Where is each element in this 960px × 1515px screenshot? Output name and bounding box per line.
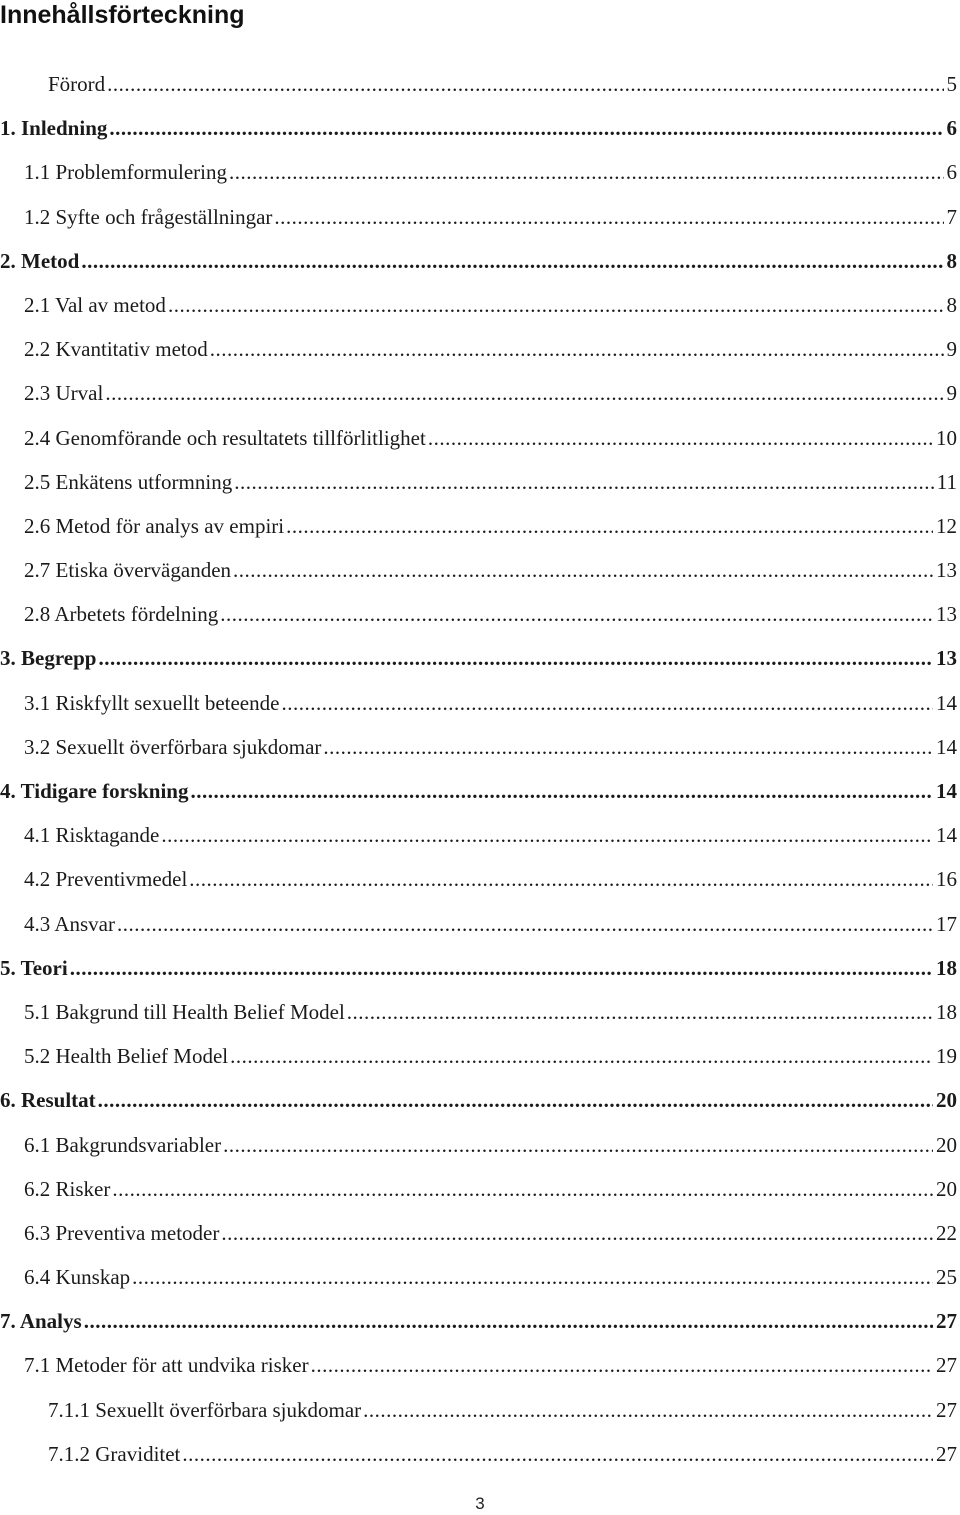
toc-entry-page: 13	[936, 646, 957, 671]
toc-entry[interactable]	[0, 769, 957, 813]
toc-entry-label: 2.2 Kvantitativ metod	[24, 337, 208, 362]
dot-leader	[168, 283, 944, 327]
toc-entry-page: 8	[946, 292, 957, 317]
toc-entry-label: 4.3 Ansvar	[24, 911, 115, 936]
toc-entry-label: 4.1 Risktagande	[24, 823, 160, 848]
dot-leader	[286, 504, 933, 548]
toc-entry-page: 5	[946, 72, 957, 96]
toc-entry-page: 20	[936, 1088, 957, 1113]
toc-entry[interactable]	[0, 1299, 957, 1343]
toc-entry-page: 16	[936, 867, 957, 892]
toc-entry[interactable]	[0, 1432, 957, 1476]
dot-leader	[428, 416, 933, 460]
toc-entry-label: 4.2 Preventivmedel	[24, 867, 188, 892]
dot-leader	[347, 990, 933, 1034]
dot-leader	[190, 769, 933, 813]
toc-entry[interactable]	[0, 1255, 957, 1299]
toc-entry-label: 6.4 Kunskap	[24, 1265, 131, 1290]
dot-leader	[234, 460, 934, 504]
dot-leader	[161, 813, 933, 857]
toc-entry-page: 27	[936, 1397, 957, 1422]
toc-entry-label: 2.3 Urval	[24, 381, 104, 406]
toc-entry-label: 7. Analys	[0, 1309, 82, 1334]
toc-entry[interactable]	[0, 681, 957, 725]
toc-entry[interactable]	[0, 857, 957, 901]
toc-entry[interactable]	[0, 946, 957, 990]
toc-entry-label: 6. Resultat	[0, 1088, 96, 1113]
toc-entry[interactable]	[0, 239, 957, 283]
dot-leader	[311, 1343, 933, 1387]
dot-leader	[132, 1255, 933, 1299]
toc-entry[interactable]	[0, 1078, 957, 1122]
toc-entry-page: 18	[936, 999, 957, 1024]
toc-entry-page: 12	[936, 513, 957, 538]
toc-entry[interactable]	[0, 195, 957, 239]
toc-entry-page: 14	[936, 734, 957, 759]
toc-entry-page: 10	[936, 425, 957, 450]
toc-entry-label: 2.6 Metod för analys av empiri	[24, 513, 285, 538]
toc-entry-label: 2.1 Val av metod	[24, 292, 166, 317]
toc-entry-label: 3.1 Riskfyllt sexuellt beteende	[24, 690, 280, 715]
toc-entry-label: 6.3 Preventiva metoder	[24, 1220, 220, 1245]
dot-leader	[105, 371, 943, 415]
toc-entry-label: 2.5 Enkätens utformning	[24, 469, 233, 494]
toc-entry-page: 14	[936, 779, 957, 803]
dot-leader	[229, 150, 944, 194]
toc-entry-label: 4. Tidigare forskning	[0, 779, 189, 803]
toc-entry-page: 14	[936, 690, 957, 715]
dot-leader	[223, 1123, 933, 1167]
toc-entry[interactable]	[0, 592, 957, 636]
toc-entry-page: 8	[946, 248, 957, 273]
toc-entry-label: 7.1.2 Graviditet	[48, 1441, 181, 1466]
toc-entry[interactable]	[0, 106, 957, 150]
toc-entry[interactable]	[0, 902, 957, 946]
dot-leader	[84, 1299, 933, 1343]
toc-entry[interactable]	[0, 725, 957, 769]
dot-leader	[107, 62, 943, 106]
toc-entry-label: 2.4 Genomförande och resultatets tillförlitlighet	[24, 425, 426, 450]
toc-entry-page: 7	[946, 204, 957, 229]
toc-entry-page: 22	[936, 1220, 957, 1245]
dot-leader	[363, 1388, 933, 1432]
toc-entry[interactable]	[0, 1167, 957, 1211]
toc-entry-label: 1. Inledning	[0, 116, 108, 141]
toc-entry[interactable]	[0, 1211, 957, 1255]
dot-leader	[281, 681, 933, 725]
toc-entry[interactable]	[0, 327, 957, 371]
dot-leader	[220, 592, 933, 636]
toc-entry[interactable]	[0, 150, 957, 194]
page-title: Innehållsförteckning	[0, 1, 245, 29]
toc-entry-page: 13	[936, 558, 957, 583]
toc-entry[interactable]	[0, 460, 957, 504]
dot-leader	[221, 1211, 933, 1255]
toc-entry-page: 9	[946, 381, 957, 406]
toc-entry[interactable]	[0, 283, 957, 327]
toc-entry-label: 1.1 Problemformulering	[24, 160, 227, 185]
toc-entry[interactable]	[0, 416, 957, 460]
dot-leader	[210, 327, 944, 371]
toc-entry-page: 17	[936, 911, 957, 936]
toc-entry-label: 1.2 Syfte och frågeställningar	[24, 204, 273, 229]
toc-entry-label: 5.1 Bakgrund till Health Belief Model	[24, 999, 345, 1024]
toc-entry-label: 7.1.1 Sexuellt överförbara sjukdomar	[48, 1397, 362, 1422]
dot-leader	[98, 636, 933, 680]
toc-entry[interactable]	[0, 1343, 957, 1387]
toc-entry-label: 5. Teori	[0, 955, 68, 980]
toc-entry[interactable]	[0, 990, 957, 1034]
toc-entry-page: 27	[936, 1309, 957, 1334]
dot-leader	[274, 195, 943, 239]
dot-leader	[323, 725, 933, 769]
toc-entry-page: 6	[946, 160, 957, 185]
toc-entry[interactable]	[0, 62, 957, 106]
toc-entry-page: 11	[936, 469, 957, 494]
toc-entry-page: 18	[936, 955, 957, 980]
toc-entry[interactable]	[0, 636, 957, 680]
toc-entry-label: 5.2 Health Belief Model	[24, 1044, 229, 1069]
toc-entry-page: 25	[936, 1265, 957, 1290]
toc-entry[interactable]	[0, 371, 957, 415]
dot-leader	[81, 239, 943, 283]
dot-leader	[117, 902, 933, 946]
toc-entry-label: 3. Begrepp	[0, 646, 97, 671]
toc-entry[interactable]	[0, 813, 957, 857]
toc-entry[interactable]	[0, 1388, 957, 1432]
toc-entry-page: 27	[936, 1353, 957, 1378]
page-number: 3	[475, 1494, 485, 1513]
toc-entry-page: 9	[946, 337, 957, 362]
toc-entry-page: 19	[936, 1044, 957, 1069]
dot-leader	[230, 1034, 933, 1078]
toc-entry-page: 13	[936, 602, 957, 627]
toc-entry-label: Förord	[48, 72, 106, 96]
toc-entry[interactable]	[0, 504, 957, 548]
toc-entry-label: 7.1 Metoder för att undvika risker	[24, 1353, 309, 1378]
toc-entry-page: 20	[936, 1176, 957, 1201]
toc-entry-label: 2.7 Etiska överväganden	[24, 558, 232, 583]
toc-entry[interactable]	[0, 1034, 957, 1078]
toc-entry-label: 2. Metod	[0, 248, 80, 273]
toc-entry-page: 6	[946, 116, 957, 141]
table-of-contents	[0, 62, 957, 1476]
dot-leader	[98, 1078, 933, 1122]
dot-leader	[182, 1432, 933, 1476]
toc-entry[interactable]	[0, 548, 957, 592]
toc-entry-label: 2.8 Arbetets fördelning	[24, 602, 219, 627]
toc-entry[interactable]	[0, 1123, 957, 1167]
toc-entry-label: 3.2 Sexuellt överförbara sjukdomar	[24, 734, 322, 759]
toc-entry-page: 27	[936, 1441, 957, 1466]
dot-leader	[233, 548, 933, 592]
dot-leader	[70, 946, 933, 990]
toc-entry-page: 20	[936, 1132, 957, 1157]
toc-entry-label: 6.2 Risker	[24, 1176, 111, 1201]
dot-leader	[189, 857, 933, 901]
dot-leader	[112, 1167, 933, 1211]
toc-entry-label: 6.1 Bakgrundsvariabler	[24, 1132, 222, 1157]
dot-leader	[109, 106, 943, 150]
toc-entry-page: 14	[936, 823, 957, 848]
